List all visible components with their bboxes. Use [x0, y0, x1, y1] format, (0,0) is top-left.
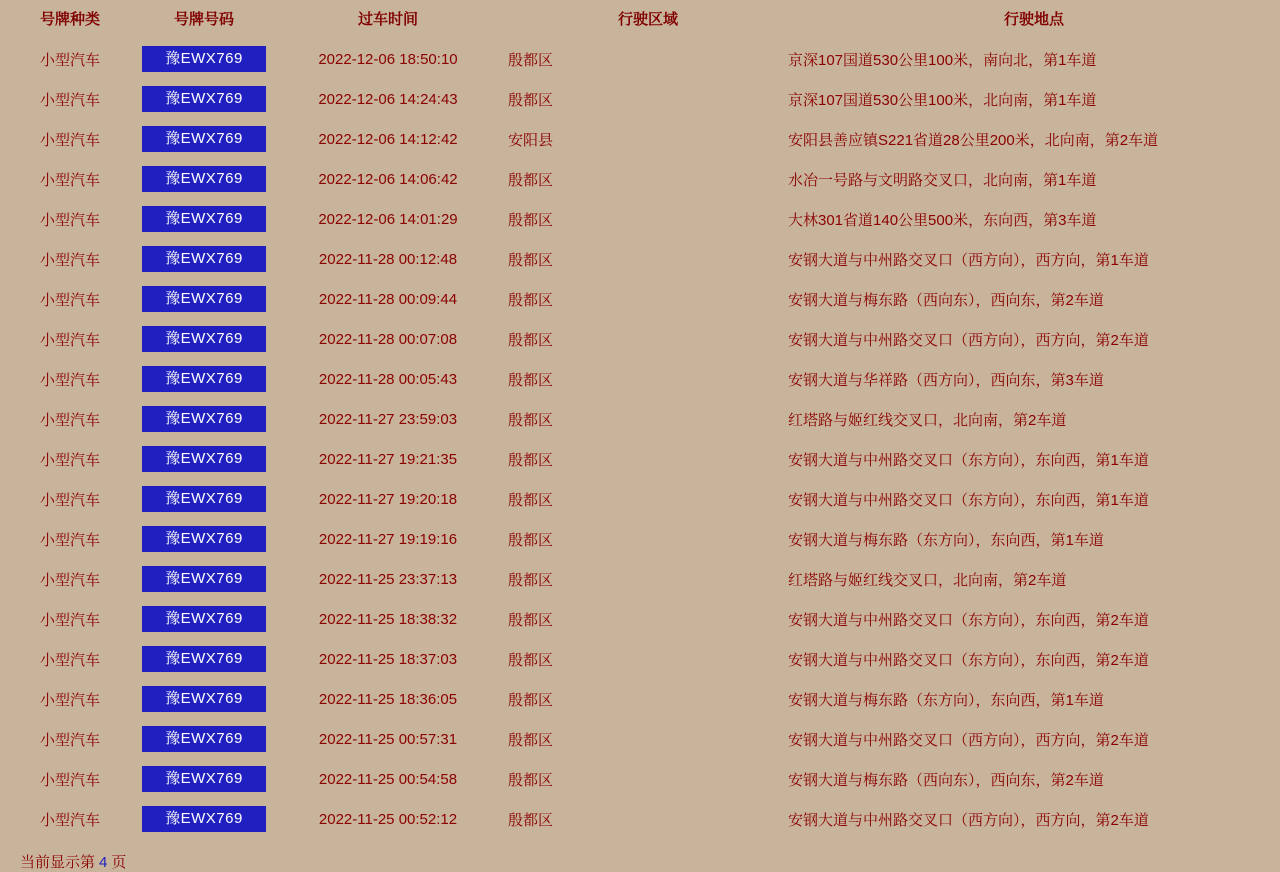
- cell-pass-time: 2022-11-27 19:20:18: [318, 490, 458, 508]
- cell-plate-number: [140, 479, 268, 519]
- cell-plate-type: 小型汽车: [39, 531, 100, 549]
- cell-driving-location: 京深107国道530公里100米，南向北，第1车道: [788, 51, 1097, 69]
- table-row[interactable]: [0, 639, 1280, 679]
- pagination-prefix: 当前显示第: [20, 854, 96, 871]
- cell-driving-location: 安钢大道与梅东路（东方向），东向西，第1车道: [788, 531, 1104, 549]
- cell-plate-number: [140, 39, 268, 79]
- table-row[interactable]: [0, 239, 1280, 279]
- cell-driving-area: 安阳县: [508, 131, 554, 149]
- table-row[interactable]: [0, 799, 1280, 839]
- plate-badge[interactable]: 豫EWX769: [142, 646, 266, 672]
- table-row[interactable]: [0, 359, 1280, 399]
- table-header-row: [0, 0, 1280, 39]
- cell-pass-time: 2022-12-06 14:24:43: [318, 90, 458, 108]
- cell-driving-area: 殷都区: [508, 611, 554, 629]
- cell-plate-number: [140, 799, 268, 839]
- plate-badge[interactable]: 豫EWX769: [142, 366, 266, 392]
- cell-driving-location: 安钢大道与中州路交叉口（东方向），东向西，第1车道: [788, 491, 1149, 509]
- cell-plate-number: [140, 239, 268, 279]
- cell-pass-time: 2022-11-25 00:54:58: [318, 770, 458, 788]
- plate-badge[interactable]: 豫EWX769: [142, 486, 266, 512]
- cell-pass-time: 2022-12-06 14:12:42: [318, 130, 458, 148]
- cell-pass-time: 2022-11-28 00:07:08: [318, 330, 458, 348]
- cell-driving-location: 安钢大道与中州路交叉口（西方向），西方向，第2车道: [788, 731, 1149, 749]
- table-row[interactable]: [0, 119, 1280, 159]
- cell-driving-area: 殷都区: [508, 91, 554, 109]
- cell-driving-location: 安阳县善应镇S221省道28公里200米，北向南，第2车道: [788, 131, 1159, 149]
- cell-plate-number: [140, 679, 268, 719]
- cell-plate-type: 小型汽车: [39, 211, 100, 229]
- cell-plate-number: [140, 199, 268, 239]
- cell-driving-location: 安钢大道与中州路交叉口（西方向），西方向，第2车道: [788, 811, 1149, 829]
- cell-pass-time: 2022-12-06 14:01:29: [318, 210, 458, 228]
- column-header-driving-area: 行驶区域: [617, 11, 678, 28]
- table-row[interactable]: [0, 159, 1280, 199]
- plate-badge[interactable]: 豫EWX769: [142, 166, 266, 192]
- cell-pass-time: 2022-11-27 19:19:16: [318, 530, 458, 548]
- cell-driving-area: 殷都区: [508, 771, 554, 789]
- cell-plate-number: [140, 639, 268, 679]
- plate-badge[interactable]: 豫EWX769: [142, 46, 266, 72]
- cell-pass-time: 2022-11-25 00:52:12: [318, 810, 458, 828]
- cell-driving-area: 殷都区: [508, 211, 554, 229]
- cell-driving-area: 殷都区: [508, 731, 554, 749]
- cell-plate-type: 小型汽车: [39, 651, 100, 669]
- cell-plate-type: 小型汽车: [39, 91, 100, 109]
- table-body: [0, 39, 1280, 839]
- cell-driving-location: 大林301省道140公里500米，东向西，第3车道: [788, 211, 1097, 229]
- cell-plate-type: 小型汽车: [39, 691, 100, 709]
- cell-plate-type: 小型汽车: [39, 251, 100, 269]
- table-row[interactable]: [0, 439, 1280, 479]
- cell-driving-location: 京深107国道530公里100米，北向南，第1车道: [788, 91, 1097, 109]
- plate-badge[interactable]: 豫EWX769: [142, 86, 266, 112]
- cell-plate-type: 小型汽车: [39, 731, 100, 749]
- plate-badge[interactable]: 豫EWX769: [142, 686, 266, 712]
- cell-plate-type: 小型汽车: [39, 371, 100, 389]
- column-header-plate-type: 号牌种类: [39, 11, 100, 28]
- cell-driving-area: 殷都区: [508, 291, 554, 309]
- plate-badge[interactable]: 豫EWX769: [142, 726, 266, 752]
- cell-driving-location: 安钢大道与中州路交叉口（东方向），东向西，第2车道: [788, 611, 1149, 629]
- cell-driving-location: 安钢大道与中州路交叉口（东方向），东向西，第2车道: [788, 651, 1149, 669]
- table-row[interactable]: [0, 399, 1280, 439]
- column-header-pass-time: 过车时间: [357, 11, 418, 28]
- cell-pass-time: 2022-11-28 00:05:43: [318, 370, 458, 388]
- cell-driving-area: 殷都区: [508, 691, 554, 709]
- table-row[interactable]: [0, 79, 1280, 119]
- cell-plate-type: 小型汽车: [39, 611, 100, 629]
- plate-badge[interactable]: 豫EWX769: [142, 406, 266, 432]
- cell-plate-number: [140, 399, 268, 439]
- cell-pass-time: 2022-12-06 18:50:10: [318, 50, 458, 68]
- cell-driving-area: 殷都区: [508, 371, 554, 389]
- column-header-driving-location: 行驶地点: [1003, 11, 1064, 28]
- cell-driving-area: 殷都区: [508, 491, 554, 509]
- plate-badge[interactable]: 豫EWX769: [142, 326, 266, 352]
- table-row[interactable]: [0, 279, 1280, 319]
- cell-plate-type: 小型汽车: [39, 131, 100, 149]
- cell-driving-location: 安钢大道与中州路交叉口（西方向），西方向，第1车道: [788, 251, 1149, 269]
- cell-plate-number: [140, 719, 268, 759]
- cell-plate-type: 小型汽车: [39, 411, 100, 429]
- cell-driving-area: 殷都区: [508, 451, 554, 469]
- cell-driving-area: 殷都区: [508, 411, 554, 429]
- cell-driving-area: 殷都区: [508, 251, 554, 269]
- cell-driving-location: 安钢大道与中州路交叉口（西方向），西方向，第2车道: [788, 331, 1149, 349]
- current-page-number: 4: [99, 854, 108, 871]
- cell-driving-location: 安钢大道与梅东路（东方向），东向西，第1车道: [788, 691, 1104, 709]
- cell-pass-time: 2022-11-25 18:38:32: [318, 610, 458, 628]
- cell-plate-type: 小型汽车: [39, 171, 100, 189]
- cell-driving-area: 殷都区: [508, 531, 554, 549]
- plate-badge[interactable]: 豫EWX769: [142, 766, 266, 792]
- cell-plate-type: 小型汽车: [39, 331, 100, 349]
- cell-driving-area: 殷都区: [508, 651, 554, 669]
- cell-pass-time: 2022-11-25 00:57:31: [318, 730, 458, 748]
- cell-plate-number: [140, 279, 268, 319]
- cell-plate-type: 小型汽车: [39, 291, 100, 309]
- plate-badge[interactable]: 豫EWX769: [142, 246, 266, 272]
- cell-driving-location: 安钢大道与梅东路（西向东），西向东，第2车道: [788, 291, 1104, 309]
- cell-plate-number: [140, 359, 268, 399]
- cell-plate-type: 小型汽车: [39, 771, 100, 789]
- cell-driving-location: 红塔路与姬红线交叉口，北向南，第2车道: [788, 571, 1067, 589]
- cell-driving-location: 安钢大道与中州路交叉口（东方向），东向西，第1车道: [788, 451, 1149, 469]
- cell-plate-type: 小型汽车: [39, 51, 100, 69]
- cell-driving-area: 殷都区: [508, 331, 554, 349]
- cell-pass-time: 2022-11-28 00:09:44: [318, 290, 458, 308]
- table-row[interactable]: [0, 679, 1280, 719]
- cell-pass-time: 2022-12-06 14:06:42: [318, 170, 458, 188]
- table-row[interactable]: [0, 319, 1280, 359]
- column-header-plate-number: 号牌号码: [173, 11, 234, 28]
- cell-driving-location: 安钢大道与梅东路（西向东），西向东，第2车道: [788, 771, 1104, 789]
- cell-plate-number: [140, 79, 268, 119]
- plate-badge[interactable]: 豫EWX769: [142, 286, 266, 312]
- cell-pass-time: 2022-11-27 19:21:35: [318, 450, 458, 468]
- table-row[interactable]: [0, 719, 1280, 759]
- cell-plate-type: 小型汽车: [39, 811, 100, 829]
- pagination-suffix: 页: [111, 854, 127, 871]
- cell-plate-number: [140, 119, 268, 159]
- plate-badge[interactable]: 豫EWX769: [142, 566, 266, 592]
- cell-plate-number: [140, 599, 268, 639]
- cell-driving-location: 安钢大道与华祥路（西方向），西向东，第3车道: [788, 371, 1104, 389]
- cell-plate-number: [140, 519, 268, 559]
- cell-driving-area: 殷都区: [508, 51, 554, 69]
- cell-pass-time: 2022-11-25 18:37:03: [318, 650, 458, 668]
- cell-driving-area: 殷都区: [508, 571, 554, 589]
- cell-pass-time: 2022-11-25 18:36:05: [318, 690, 458, 708]
- cell-plate-type: 小型汽车: [39, 571, 100, 589]
- cell-pass-time: 2022-11-25 23:37:13: [318, 570, 458, 588]
- cell-plate-type: 小型汽车: [39, 451, 100, 469]
- cell-driving-location: 水冶一号路与文明路交叉口，北向南，第1车道: [788, 171, 1097, 189]
- plate-badge[interactable]: 豫EWX769: [142, 606, 266, 632]
- cell-driving-area: 殷都区: [508, 811, 554, 829]
- plate-badge[interactable]: 豫EWX769: [142, 526, 266, 552]
- plate-badge[interactable]: 豫EWX769: [142, 126, 266, 152]
- table-row[interactable]: [0, 599, 1280, 639]
- plate-badge[interactable]: 豫EWX769: [142, 806, 266, 832]
- cell-plate-number: [140, 159, 268, 199]
- cell-plate-number: [140, 319, 268, 359]
- cell-pass-time: 2022-11-27 23:59:03: [318, 410, 458, 428]
- cell-driving-location: 红塔路与姬红线交叉口，北向南，第2车道: [788, 411, 1067, 429]
- cell-plate-number: [140, 439, 268, 479]
- table-row[interactable]: [0, 39, 1280, 79]
- cell-pass-time: 2022-11-28 00:12:48: [318, 250, 458, 268]
- cell-plate-type: 小型汽车: [39, 491, 100, 509]
- table-row[interactable]: [0, 759, 1280, 799]
- pagination-status: [0, 839, 1280, 872]
- cell-plate-number: [140, 759, 268, 799]
- table-header: [0, 0, 1280, 39]
- table-row[interactable]: [0, 559, 1280, 599]
- plate-badge[interactable]: 豫EWX769: [142, 446, 266, 472]
- cell-driving-area: 殷都区: [508, 171, 554, 189]
- plate-badge[interactable]: 豫EWX769: [142, 206, 266, 232]
- cell-plate-number: [140, 559, 268, 599]
- table-row[interactable]: [0, 519, 1280, 559]
- table-row[interactable]: [0, 479, 1280, 519]
- table-row[interactable]: [0, 199, 1280, 239]
